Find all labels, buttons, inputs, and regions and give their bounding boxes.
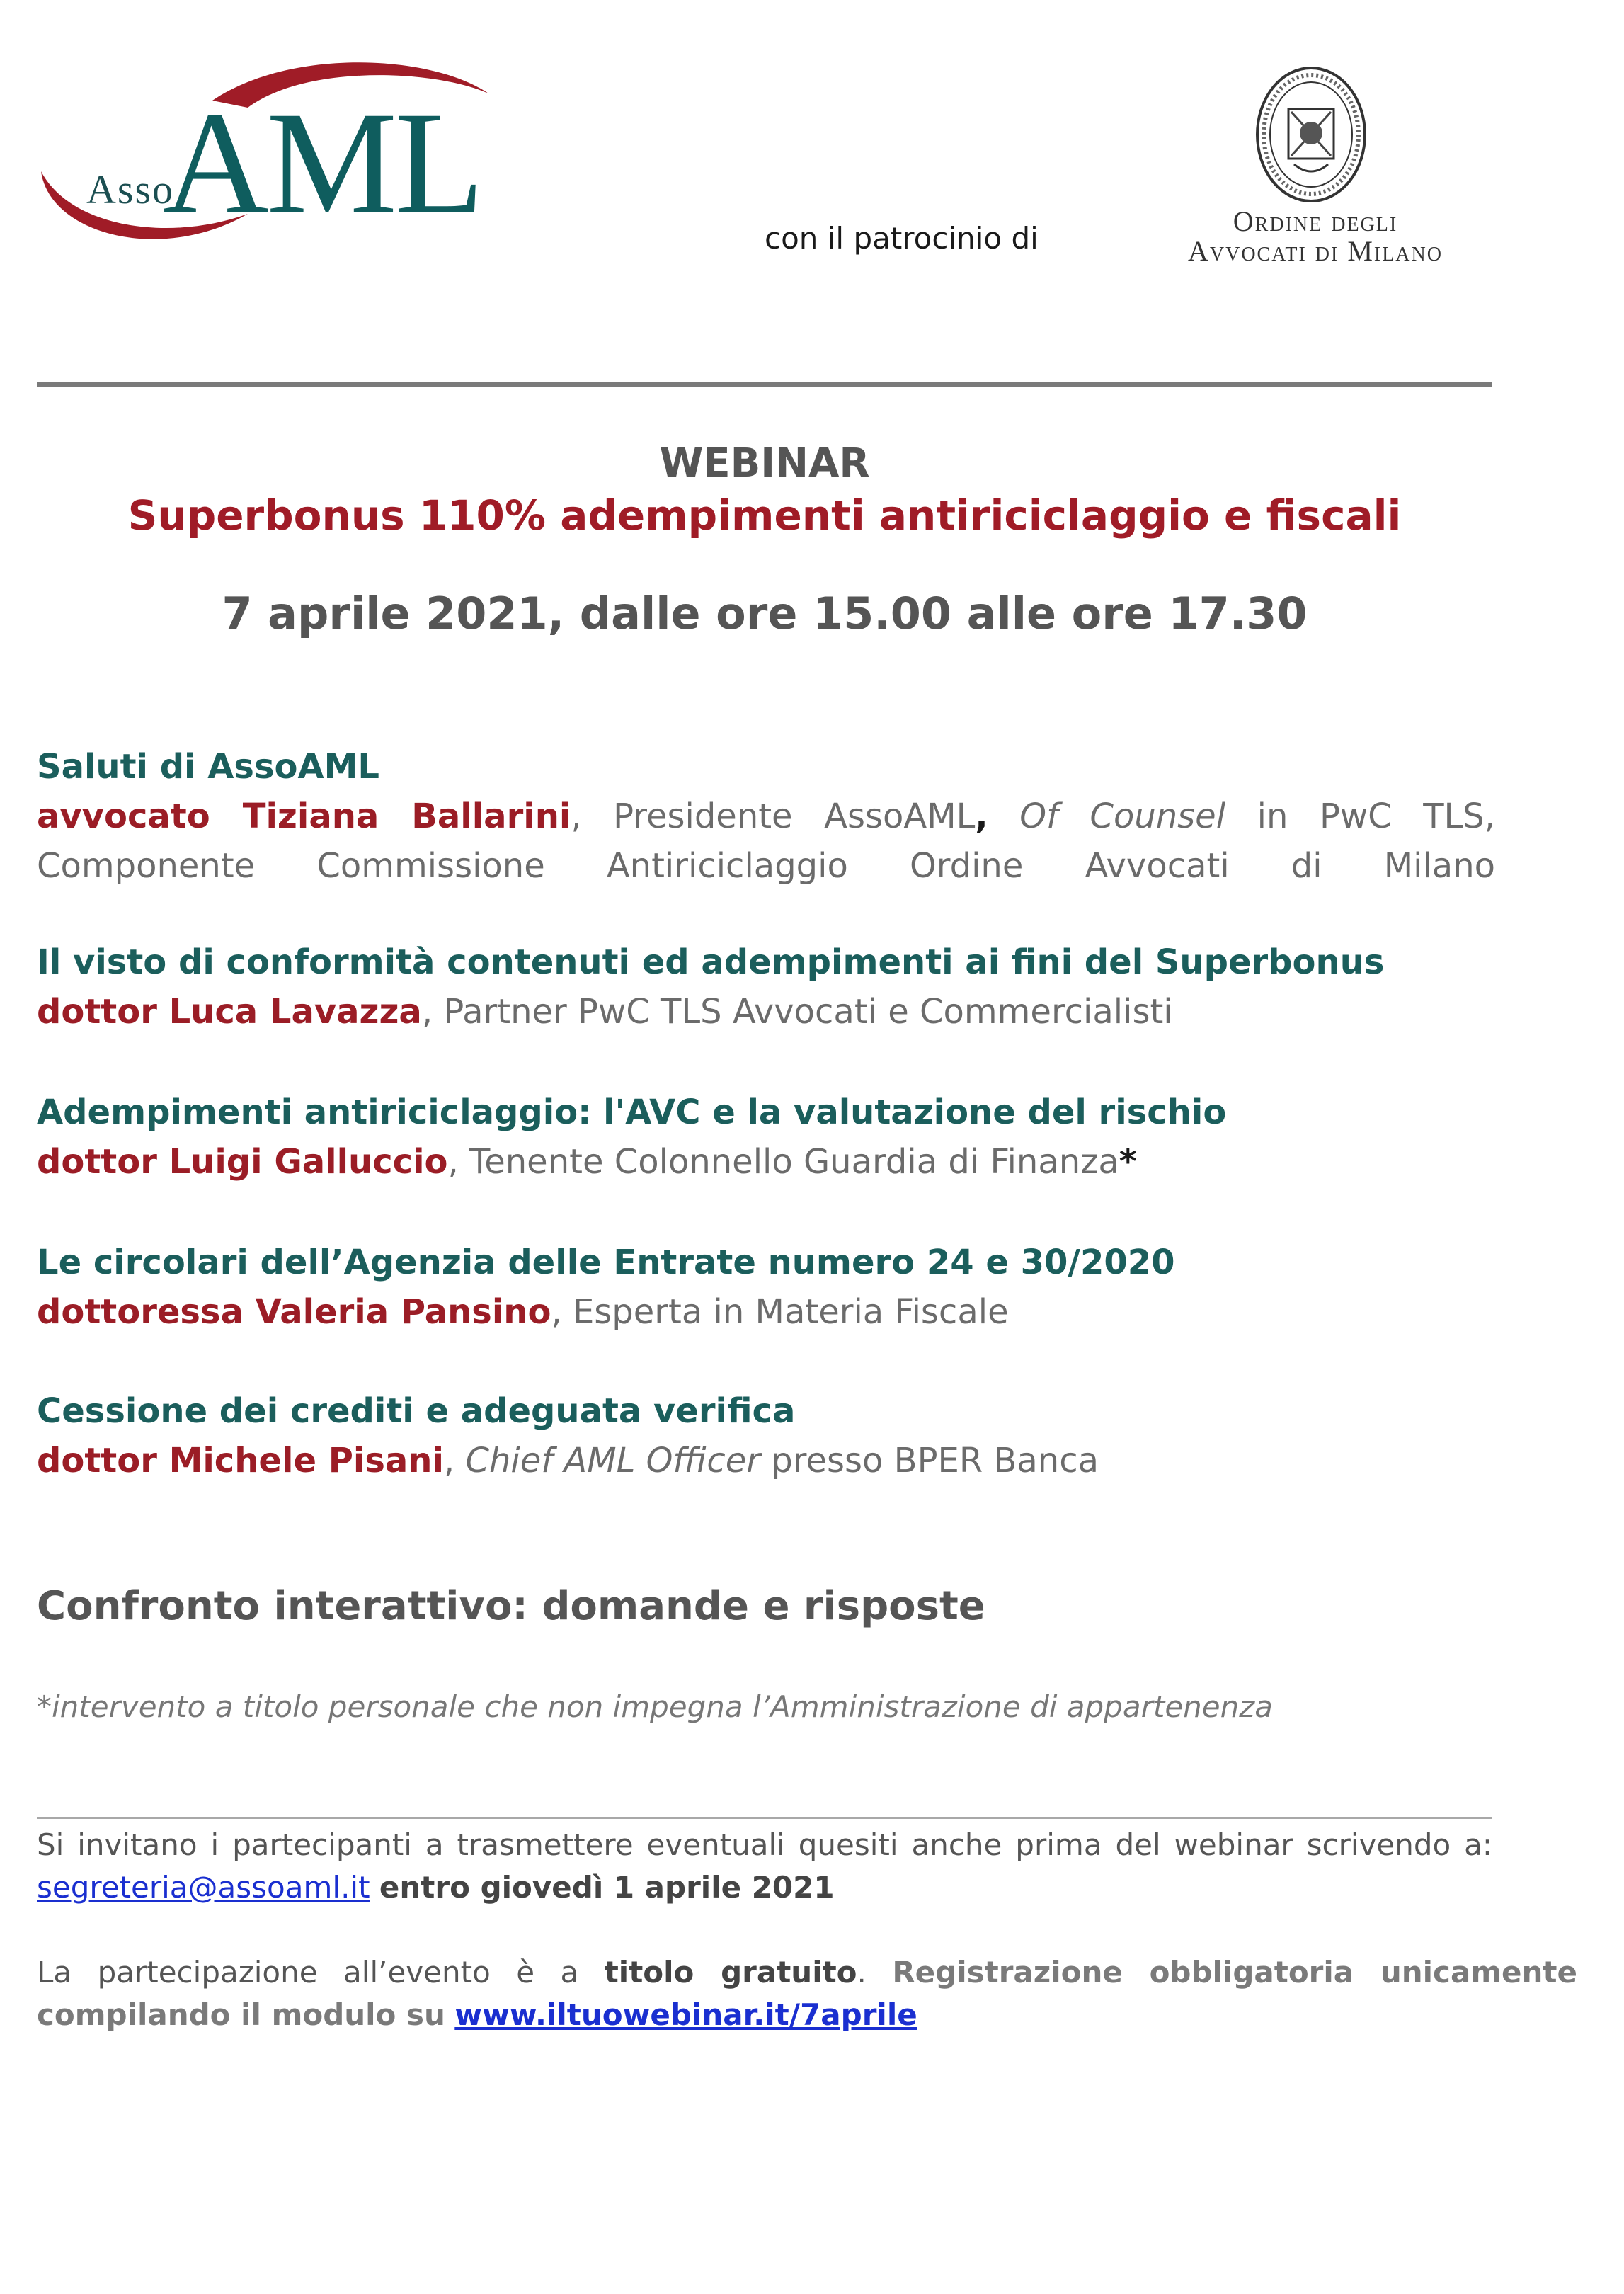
speaker-name: dottor Luigi Galluccio bbox=[37, 1142, 448, 1182]
invite-paragraph bbox=[37, 1824, 1492, 1909]
footer-divider bbox=[37, 1817, 1492, 1819]
participation-paragraph: La partecipazione all’evento è a titolo gratuito. Registrazione obbligatoria unicamente compilando il modulo su www.iltuowebinar.it/7aprile bbox=[37, 1955, 1577, 2032]
speaker-role: Esperta in Materia Fiscale bbox=[572, 1292, 1009, 1332]
footnote: *intervento a titolo personale che non impegna l’Amministrazione di appartenenza bbox=[37, 1689, 1274, 1724]
program-item: Il visto di conformità contenuti ed adempimenti ai fini del Superbonus dottor Luca Lavazza, Partner PwC TLS Avvocati e Commercialisti bbox=[37, 937, 1495, 1037]
free-text: titolo gratuito bbox=[604, 1955, 857, 1990]
participation-text: La partecipazione all’evento è a bbox=[37, 1955, 579, 1990]
speaker-name: dottor Michele Pisani bbox=[37, 1441, 444, 1480]
speaker-name: dottoressa Valeria Pansino bbox=[37, 1292, 551, 1332]
program-topic: Il visto di conformità contenuti ed adempimenti ai fini del Superbonus bbox=[37, 942, 1385, 982]
assoaml-logo bbox=[35, 51, 503, 263]
ordine-line2: Avvocati di Milano bbox=[1188, 235, 1443, 267]
invite-text: Si invitano i partecipanti a trasmettere eventuali quesiti anche prima del webinar scrivendo a: bbox=[37, 1827, 1492, 1862]
program-topic: Cessione dei crediti e adeguata verifica bbox=[37, 1391, 796, 1431]
speaker-role: Presidente AssoAML bbox=[613, 797, 976, 836]
speaker-name: dottor Luca Lavazza bbox=[37, 992, 422, 1032]
qa-heading: Confronto interattivo: domande e risposte bbox=[37, 1583, 985, 1629]
event-title: Superbonus 110% adempimenti antiriciclaggio e fiscali bbox=[127, 491, 1402, 540]
event-type: WEBINAR bbox=[659, 440, 870, 486]
ordine-avvocati-logo bbox=[1138, 207, 1492, 266]
speaker-role-italic: Chief AML Officer bbox=[465, 1441, 761, 1480]
speaker-role: presso BPER Banca bbox=[771, 1441, 1099, 1480]
speaker-role: Partner PwC TLS Avvocati e Commercialisti bbox=[443, 992, 1173, 1032]
patronage-text: con il patrocinio di bbox=[765, 221, 1039, 256]
logo-prefix: Asso bbox=[86, 166, 175, 212]
footnote-mark: * bbox=[1119, 1142, 1137, 1182]
event-date: 7 aprile 2021, dalle ore 15.00 alle ore 17.30 bbox=[222, 588, 1308, 639]
program-topic: Adempimenti antiriciclaggio: l'AVC e la valutazione del rischio bbox=[37, 1092, 1227, 1132]
program-item: Le circolari dell’Agenzia delle Entrate numero 24 e 30/2020 dottoressa Valeria Pansino, Esperta in Materia Fiscale bbox=[37, 1238, 1495, 1337]
program-topic: Saluti di AssoAML bbox=[37, 747, 379, 787]
speaker-name: avvocato Tiziana Ballarini bbox=[37, 797, 571, 836]
deadline-text: entro giovedì 1 aprile 2021 bbox=[379, 1870, 835, 1905]
program-item: Adempimenti antiriciclaggio: l'AVC e la valutazione del rischio dottor Luigi Galluccio, Tenente Colonnello Guardia di Finanza* bbox=[37, 1088, 1495, 1187]
header-divider bbox=[37, 382, 1492, 387]
program-item: Saluti di AssoAML avvocato Tiziana Ballarini, Presidente AssoAML, Of Counsel in PwC TLS, Componente Commissione Antiriciclaggio Ordine Avvocati di Milano bbox=[37, 742, 1495, 891]
speaker-role-italic: Of Counsel bbox=[1019, 797, 1226, 836]
ordine-line1: Ordine degli bbox=[1233, 205, 1398, 237]
program-topic: Le circolari dell’Agenzia delle Entrate numero 24 e 30/2020 bbox=[37, 1243, 1175, 1282]
program-item: Cessione dei crediti e adeguata verifica dottor Michele Pisani, Chief AML Officer presso BPER Banca bbox=[37, 1386, 1495, 1485]
speaker-role: Tenente Colonnello Guardia di Finanza bbox=[469, 1142, 1119, 1182]
email-link[interactable]: segreteria@assoaml.it bbox=[37, 1870, 370, 1905]
registration-link[interactable]: www.iltuowebinar.it/7aprile bbox=[454, 1997, 917, 2032]
logo-main: AML bbox=[163, 81, 482, 244]
speaker-role-cont: in PwC TLS, Componente Commissione Antiriciclaggio Ordine Avvocati di Milano bbox=[37, 797, 1496, 886]
ordine-seal-logo bbox=[1254, 65, 1368, 204]
